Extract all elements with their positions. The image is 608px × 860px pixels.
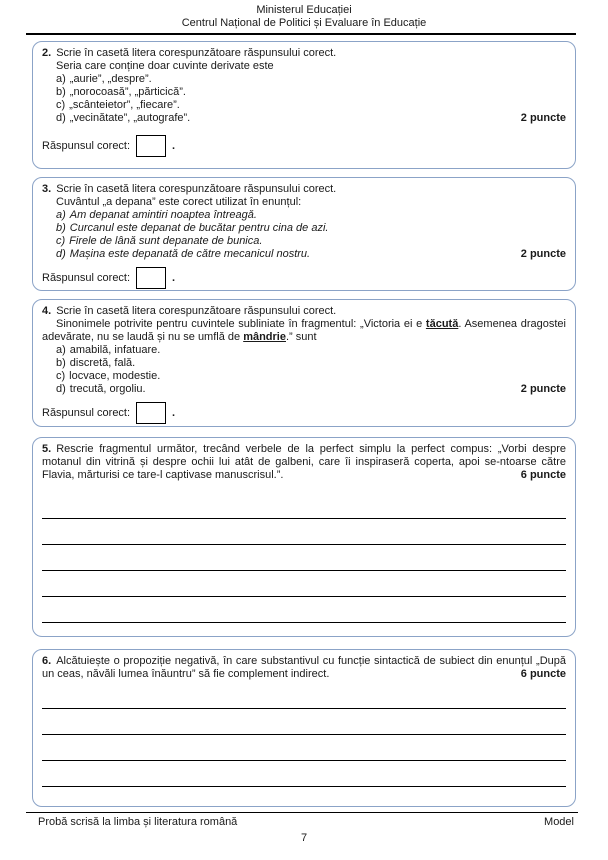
question-2-statement: Seria care conține doar cuvinte derivate este [56, 60, 274, 72]
question-6-points: 6 puncte [520, 668, 566, 680]
answer-period: . [172, 406, 176, 419]
question-6-statement: Alcătuiește o propoziție negativă, în care substantivul cu funcție sintactică de subiect din enunțul „După un ceas, năvăli lumea înăuntru” să fie complement indirect. [42, 655, 566, 680]
answer-label: Răspunsul corect: [42, 406, 131, 419]
question-2-option-b [56, 86, 566, 99]
option-text: „vecinătate”, „autografe”. [69, 112, 191, 124]
question-6-box [32, 649, 576, 807]
underlined-word-tacuta: tăcută [425, 318, 459, 330]
question-2-intro [42, 47, 566, 60]
question-3-instruction: Scrie în casetă litera corespunzătoare răspunsului corect. [56, 183, 337, 195]
page-header [0, 0, 608, 30]
question-5-points: 6 puncte [520, 469, 566, 481]
option-text: amabilă, infatuare. [69, 344, 161, 356]
fragment-part: Sinonimele potrivite pentru cuvintele subliniate în fragmentul: „Victoria ei e [56, 318, 426, 330]
question-3-answer-box[interactable] [136, 267, 166, 289]
header-divider [26, 33, 576, 35]
question-2-options [56, 73, 566, 125]
question-3-points: 2 puncte [520, 248, 566, 260]
question-6-answer-area [42, 683, 566, 787]
questions-area [32, 41, 576, 807]
question-2-answer-box[interactable] [136, 135, 166, 157]
question-4-fragment [42, 318, 566, 344]
question-4-option-d [56, 383, 566, 396]
question-3-option-b [56, 222, 566, 235]
option-letter: b) [56, 222, 66, 234]
question-2-points: 2 puncte [520, 112, 566, 124]
question-3-box [32, 177, 576, 291]
answer-line[interactable] [42, 683, 566, 709]
option-text: „norocoasă”, „părticică”. [69, 86, 186, 98]
option-text: Curcanul este depanat de bucătar pentru cina de azi. [69, 222, 329, 234]
question-4-option-c [56, 370, 566, 383]
question-3-option-a [56, 209, 566, 222]
question-3-intro [42, 183, 566, 196]
answer-period: . [172, 139, 176, 152]
answer-line[interactable] [42, 493, 566, 519]
answer-line[interactable] [42, 571, 566, 597]
underlined-word-mandrie: mândrie [243, 331, 286, 343]
question-4-answer-row [42, 402, 566, 424]
option-letter: b) [56, 357, 66, 369]
question-2-option-d [56, 112, 566, 125]
option-text: trecută, orgoliu. [69, 383, 146, 395]
question-6-text [42, 655, 566, 681]
option-letter: d) [56, 383, 66, 395]
question-3-answer-row [42, 267, 566, 289]
option-letter: b) [56, 86, 66, 98]
question-3-option-d [56, 248, 566, 261]
answer-line[interactable] [42, 597, 566, 623]
option-text: discretă, fală. [69, 357, 136, 369]
option-text: Am depanat amintiri noaptea întreagă. [69, 209, 257, 221]
option-letter: a) [56, 73, 66, 85]
question-4-option-a [56, 344, 566, 357]
answer-period: . [172, 271, 176, 284]
page-footer [0, 812, 608, 845]
question-5-text [42, 443, 566, 482]
option-letter: d) [56, 248, 66, 260]
answer-line[interactable] [42, 519, 566, 545]
question-6-number: 6. [42, 655, 52, 667]
footer-divider [26, 812, 578, 813]
option-text: locvace, modestie. [69, 370, 161, 382]
question-4-number: 4. [42, 305, 52, 317]
question-2-instruction: Scrie în casetă litera corespunzătoare răspunsului corect. [56, 47, 337, 59]
question-5-box [32, 437, 576, 637]
question-2-option-c [56, 99, 566, 112]
question-4-option-b [56, 357, 566, 370]
answer-label: Răspunsul corect: [42, 139, 131, 152]
option-letter: c) [56, 235, 66, 247]
option-text: „scânteietor”, „fiecare”. [69, 99, 180, 111]
footer-exam-name: Probă scrisă la limba și literatura română [38, 816, 238, 828]
answer-line[interactable] [42, 735, 566, 761]
option-letter: a) [56, 344, 66, 356]
ministry-title: Ministerul Educației [256, 4, 352, 16]
question-3-statement: Cuvântul „a depana” este corect utilizat în enunțul: [56, 196, 302, 208]
option-text: „aurie”, „despre”. [69, 73, 152, 85]
question-4-options [56, 344, 566, 396]
question-2-answer-row [42, 135, 566, 157]
option-letter: d) [56, 112, 66, 124]
center-title: Centrul Național de Politici și Evaluare în Educație [181, 17, 427, 29]
question-3-number: 3. [42, 183, 52, 195]
answer-line[interactable] [42, 761, 566, 787]
question-4-answer-box[interactable] [136, 402, 166, 424]
question-4-box [32, 299, 576, 427]
option-text: Mașina este depanată de către mecanicul nostru. [69, 248, 311, 260]
page-number: 7 [300, 832, 308, 844]
answer-line[interactable] [42, 709, 566, 735]
question-2-option-a [56, 73, 566, 86]
question-2-number: 2. [42, 47, 52, 59]
footer-row [38, 816, 574, 829]
question-5-statement: Rescrie fragmentul următor, trecând verbele de la perfect simplu la perfect compus: „Vorbi despre motanul din vitrină și despre ochii lui atât de galbeni, care îi inspiraseră coperta, apoi se-ntoarse către Flavia, mărturisi ce tare-l captivase manuscrisul.”. [42, 443, 566, 481]
answer-line[interactable] [42, 545, 566, 571]
option-text: Firele de lână sunt depanate de bunica. [69, 235, 263, 247]
option-letter: c) [56, 99, 66, 111]
answer-label: Răspunsul corect: [42, 271, 131, 284]
question-5-number: 5. [42, 443, 52, 455]
fragment-part: . Asemenea dragostei adevărate, nu se laudă și nu se umflă de [42, 318, 566, 343]
question-2-box [32, 41, 576, 169]
question-5-answer-area [42, 493, 566, 623]
question-3-options [56, 209, 566, 261]
question-3-option-c [56, 235, 566, 248]
question-4-points: 2 puncte [520, 383, 566, 395]
footer-model-label: Model [544, 816, 574, 828]
question-4-instruction: Scrie în casetă litera corespunzătoare răspunsului corect. [56, 305, 337, 317]
fragment-part: .” sunt [285, 331, 317, 343]
question-4-intro [42, 305, 566, 318]
option-letter: c) [56, 370, 66, 382]
option-letter: a) [56, 209, 66, 221]
